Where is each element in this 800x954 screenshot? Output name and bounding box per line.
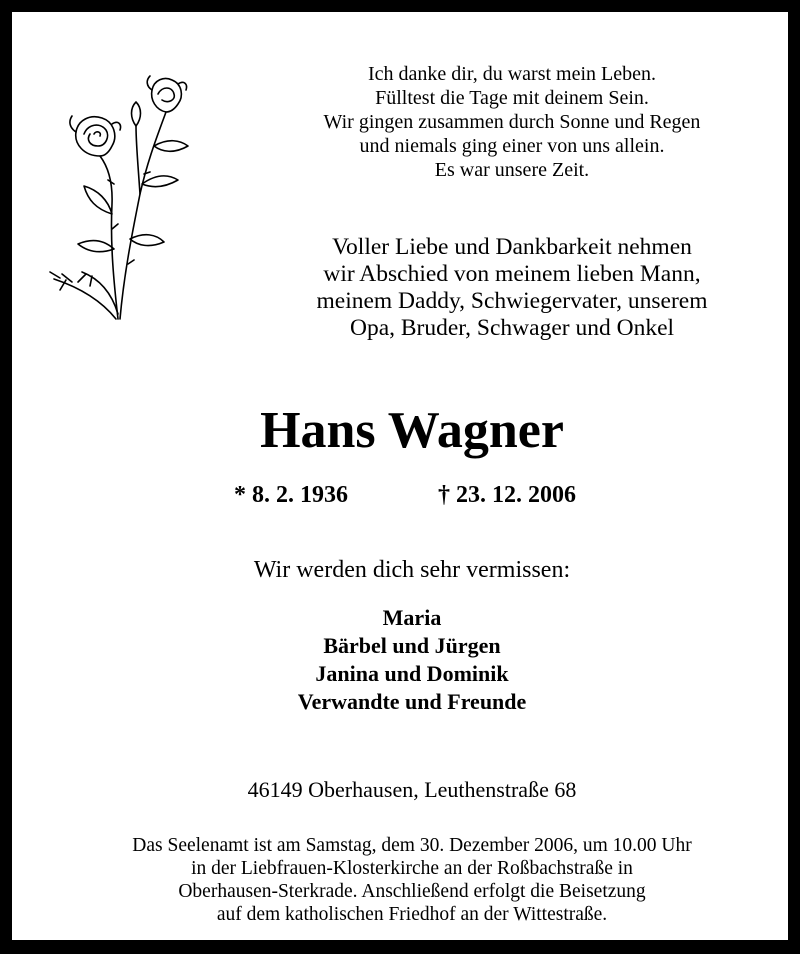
service-line: auf dem katholischen Friedhof an der Wittestraße. xyxy=(216,904,608,925)
poem-line: Es war unsere Zeit. xyxy=(434,159,590,181)
poem-line: Wir gingen zusammen durch Sonne und Regen xyxy=(323,111,701,133)
mourner: Verwandte und Freunde xyxy=(297,689,527,714)
intro-line: Opa, Bruder, Schwager und Onkel xyxy=(349,315,675,341)
service-info xyxy=(32,834,792,926)
miss-text: Wir werden dich sehr vermissen: xyxy=(253,557,571,583)
service-line: Oberhausen-Sterkrade. Anschließend erfolgt die Beisetzung xyxy=(178,881,646,902)
mourner: Bärbel und Jürgen xyxy=(323,633,501,658)
rose-illustration-icon xyxy=(44,64,204,334)
service-line: in der Liebfrauen-Klosterkirche an der Roßbachstraße in xyxy=(191,858,633,879)
intro-line: wir Abschied von meinem lieben Mann, xyxy=(323,261,701,287)
poem-line: Ich danke dir, du warst mein Leben. xyxy=(368,63,656,85)
poem-line: Fülltest die Tage mit deinem Sein. xyxy=(375,87,649,109)
life-dates xyxy=(12,482,800,512)
intro-line: Voller Liebe und Dankbarkeit nehmen xyxy=(332,234,692,260)
intro-line: meinem Daddy, Schwiegervater, unserem xyxy=(316,288,708,314)
farewell-intro xyxy=(232,234,792,342)
birth-date: * 8. 2. 1936 xyxy=(234,482,348,508)
deceased-name: Hans Wagner xyxy=(260,402,564,459)
mourner: Janina und Dominik xyxy=(315,661,509,686)
poem-line: und niemals ging einer von uns allein. xyxy=(359,135,665,157)
poem xyxy=(242,62,782,182)
service-line: Das Seelenamt ist am Samstag, dem 30. Dezember 2006, um 10.00 Uhr xyxy=(132,835,692,856)
address: 46149 Oberhausen, Leuthenstraße 68 xyxy=(247,777,577,802)
death-date: † 23. 12. 2006 xyxy=(438,482,576,508)
mourner: Maria xyxy=(382,605,442,630)
mourners-list xyxy=(112,604,712,716)
